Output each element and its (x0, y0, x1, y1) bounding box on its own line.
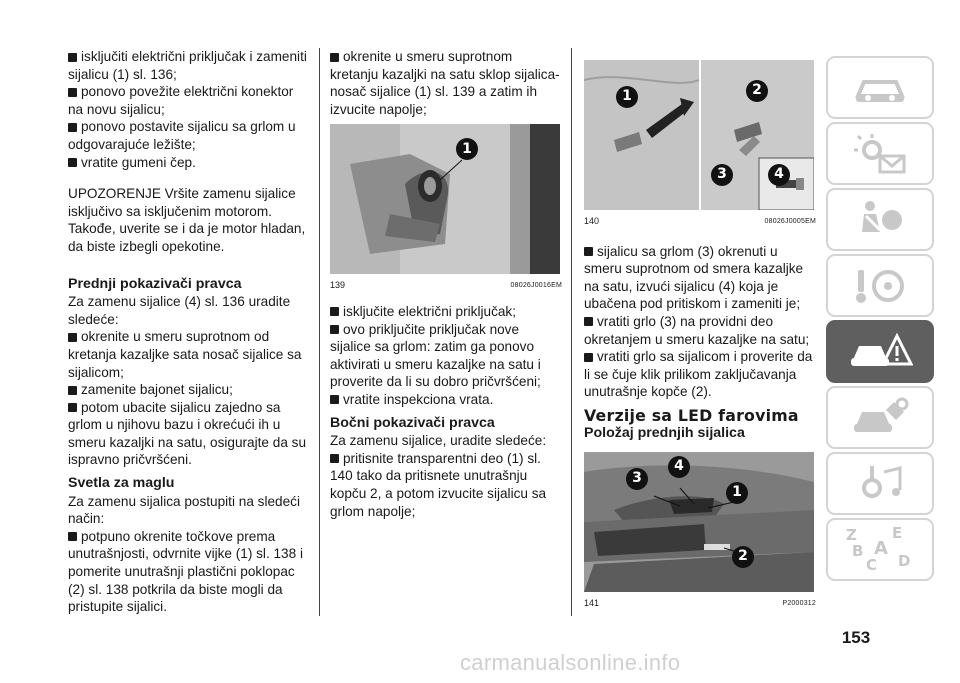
column-1 (68, 48, 308, 616)
multimedia-icon (850, 462, 910, 506)
page-number: 153 (841, 628, 871, 647)
figure-141 (584, 452, 816, 613)
callout-3: 3 (711, 164, 733, 186)
callout-3: 3 (626, 468, 648, 490)
figure-code: 08026J0005EM (764, 218, 816, 225)
section-title: Verzije sa LED farovima (584, 405, 799, 425)
tab-emergency[interactable] (826, 320, 934, 383)
warning-text: UPOZORENJE Vršite zamenu sijalice isključivo sa isključenim motorom. Takođe, uverite se i da je motor hladan, da biste izbegli opekotine. (68, 186, 306, 254)
bullet-item: pritisnite transparentni deo (1) sl. 140 tako da pritisnete unutrašnju kopču 2, a potom izvucite sijalicu sa grlom napolje; (330, 450, 562, 520)
column-2 (330, 48, 562, 520)
bullet-item: isključiti električni priključak i zameniti sijalicu (1) sl. 136; (68, 49, 307, 82)
index-letter: C (866, 555, 878, 574)
index-letter: Z (846, 525, 857, 544)
heading-fog-light: Svetla za maglu (68, 475, 175, 492)
column-divider (571, 48, 572, 616)
figure-code: 08026J0016EM (510, 282, 562, 290)
bullet-item: vratite gumeni čep. (68, 154, 308, 172)
chapter-sidebar (826, 56, 942, 584)
figure-139-illustration (330, 124, 560, 274)
seat-airbag-icon (850, 198, 910, 242)
tab-index[interactable] (826, 518, 934, 581)
heading-side-indicator: Bočni pokazivači pravca (330, 414, 495, 431)
watermark-text: carmanualsonline.info (460, 650, 681, 675)
key-steering-icon (850, 264, 910, 308)
callout-4: 4 (768, 164, 790, 186)
figure-140-illustration (584, 60, 814, 210)
bullet-item: okrenite u smeru suprotnom kretanju kazaljki na satu sklop sijalica-nosač sijalice (1) sl. 139 a zatim ih izvucite napolje; (330, 48, 562, 118)
car-emergency-icon (847, 330, 913, 374)
column-divider (319, 48, 320, 616)
callout-1: 1 (616, 86, 638, 108)
subheading: Položaj prednjih sijalica (584, 424, 745, 441)
intro-text: Za zamenu sijalice (4) sl. 136 uradite sledeće: (68, 294, 291, 327)
figure-139 (330, 124, 562, 295)
bullet-item: potpuno okrenite točkove prema unutrašnjosti, odvrnite vijke (1) sl. 138 i pomerite unutrašnji plastični poklopac (2) sl. 138 potkrila da biste mogli da pristupite sijalici. (68, 528, 308, 616)
index-letter: A (874, 537, 888, 559)
tab-dashboard[interactable] (826, 56, 934, 119)
tab-maintenance[interactable] (826, 386, 934, 449)
callout-4: 4 (668, 456, 690, 478)
callout-2: 2 (746, 80, 768, 102)
bullet-item: isključite električni priključak; (330, 303, 562, 321)
bullet-item: vratite inspekciona vrata. (330, 391, 562, 409)
tab-safety[interactable] (826, 188, 934, 251)
bullet-item: zamenite bajonet sijalicu; (68, 381, 308, 399)
bullet-item: ovo priključite priključak nove sijalice sa grlom: zatim ga ponovo aktivirati u smeru kazaljke na satu i proverite da li su dobro pričvršćeni; (330, 321, 562, 391)
figure-number: 141 (584, 598, 600, 609)
index-letter: B (852, 541, 864, 560)
callout-1: 1 (456, 138, 478, 160)
index-letter: D (898, 551, 911, 570)
index-letters-icon (840, 524, 920, 576)
index-letter: E (892, 523, 903, 542)
bullet-item: vratiti grlo (3) na providni deo okretanjem u smeru kazaljke na satu; (584, 313, 816, 348)
tab-lights[interactable] (826, 122, 934, 185)
intro-text: Za zamenu sijalica postupiti na sledeći način: (68, 493, 300, 527)
tab-driving[interactable] (826, 254, 934, 317)
lights-message-icon (850, 132, 910, 176)
tab-multimedia[interactable] (826, 452, 934, 515)
car-dashboard-icon (850, 68, 910, 108)
callout-1: 1 (726, 482, 748, 504)
callout-2: 2 (732, 546, 754, 568)
heading-front-indicator: Prednji pokazivači pravca (68, 275, 242, 292)
bullet-item: potom ubacite sijalicu zajedno sa grlom u njihovu bazu i okrećući ih u smeru kazaljki na satu, osigurajte da su ispravno pričvršćeni. (68, 399, 307, 468)
intro-text: Za zamenu sijalice, uradite sledeće: (330, 433, 547, 449)
column-3 (584, 60, 816, 613)
bullet-item: okrenite u smeru suprotnom od kretanja kazaljke sata nosač sijalice sa sijalicom; (68, 328, 308, 381)
bullet-item: ponovo povežite električni konektor na novu sijalicu; (68, 83, 308, 118)
wrench-car-icon (850, 396, 910, 440)
figure-code: P2000312 (782, 600, 816, 608)
bullet-item: sijalicu sa grlom (3) okrenuti u smeru suprotnom od smera kazaljke na satu, izvući sijalicu (4) koja je ubačena pod pritiskom i zameniti je; (584, 243, 816, 313)
figure-number: 140 (584, 216, 600, 226)
bullet-item: ponovo postavite sijalicu sa grlom u odgovarajuće ležište; (68, 118, 308, 153)
figure-number: 139 (330, 280, 346, 291)
figure-140 (584, 60, 816, 231)
figure-141-illustration (584, 452, 814, 592)
bullet-item: vratiti grlo sa sijalicom i proverite da li se čuje klik prilikom zaključavanja unutrašnje kopče (2). (584, 348, 816, 401)
